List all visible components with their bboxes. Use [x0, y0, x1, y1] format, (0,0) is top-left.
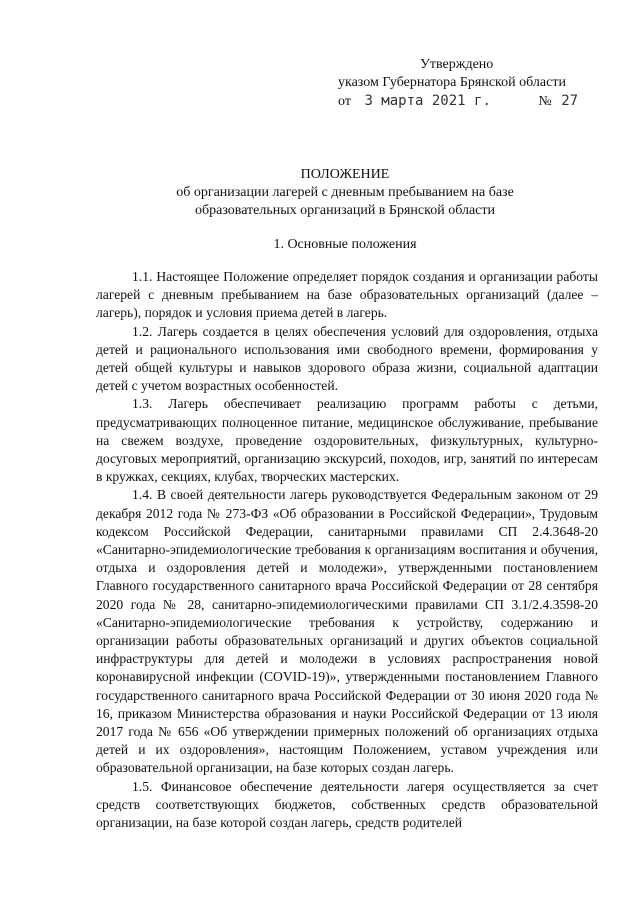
approval-stamp — [338, 56, 618, 111]
number-label: № — [538, 94, 552, 109]
paragraph-1-2: 1.2. Лагерь создается в целях обеспечения условий для оздоровления, отдыха детей и рационального использования ими свободного времени, формирования у детей общей культуры и навыков здорового образа жизни, социальной адаптации детей с учетом возрастных особенностей. — [96, 323, 598, 394]
approval-date-line — [338, 92, 618, 111]
approval-line-1: Утверждено — [420, 57, 494, 72]
paragraph-1-3: 1.3. Лагерь обеспечивает реализацию программ работы с детьми, предусматривающих полноценное питание, медицинское обслуживание, пребывание на свежем воздухе, проведение оздоровительных, физкультурных, культурно-досуговых мероприятий, организацию экскурсий, походов, игр, занятий по интересам в кружках, секциях, клубах, творческих мастерских. — [96, 396, 598, 485]
paragraph-1-5: 1.5. Финансовое обеспечение деятельности лагеря осуществляется за счет средств соответствующих бюджетов, собственных средств образовательной организации, на базе которой создан лагерь, средств родителей — [96, 778, 598, 831]
document-subtitle-line-2: образовательных организаций в Брянской области — [194, 203, 495, 218]
date-prefix: от — [338, 94, 351, 109]
document-subtitle-line-1: об организации лагерей с дневным пребыванием на базе — [176, 185, 514, 200]
date-value: 3 марта 2021 г. — [364, 93, 491, 109]
document-title: ПОЛОЖЕНИЕ — [300, 167, 390, 182]
section-heading: 1. Основные положения — [273, 237, 417, 252]
paragraph-1-4: 1.4. В своей деятельности лагерь руководствуется Федеральным законом от 29 декабря 2012 года № 273-ФЗ «Об образовании в Российской Федерации», Трудовым кодексом Российской Федерации, санитарными правилами СП 2.4.3648-20 «Санитарно-эпидемиологические требования к организациям воспитания и обучения, отдыха и оздоровления детей и молодежи», утвержденными постановлением Главного государственного санитарного врача Российской Федерации от 28 сентября 2020 года № 28, санитарно-эпидемиологическими правилами СП 3.1/2.4.3598-20 «Санитарно-эпидемиологические требования к устройству, содержанию и организации работы образовательных организаций и других объектов социальной инфраструктуры для детей и молодежи в условиях распространения новой коронавирусной инфекции (COVID-19)», утвержденными постановлением Главного государственного санитарного врача Российской Федерации от 30 июня 2020 года № 16, приказом Министерства образования и науки Российской Федерации от 13 июля 2017 года № 656 «Об утверждении примерных положений об организациях отдыха детей и их оздоровления», настоящим Положением, уставом учреждения или образовательной организации, на базе которых создан лагерь. — [96, 487, 598, 776]
document-body — [96, 268, 598, 832]
paragraph-1-1: 1.1. Настоящее Положение определяет порядок создания и организации работы лагерей с дневным пребыванием на базе образовательных организаций (далее – лагерь), порядок и условия приема детей в лагерь. — [96, 269, 598, 321]
number-value: 27 — [561, 93, 579, 109]
approval-line-2: указом Губернатора Брянской области — [338, 75, 566, 90]
